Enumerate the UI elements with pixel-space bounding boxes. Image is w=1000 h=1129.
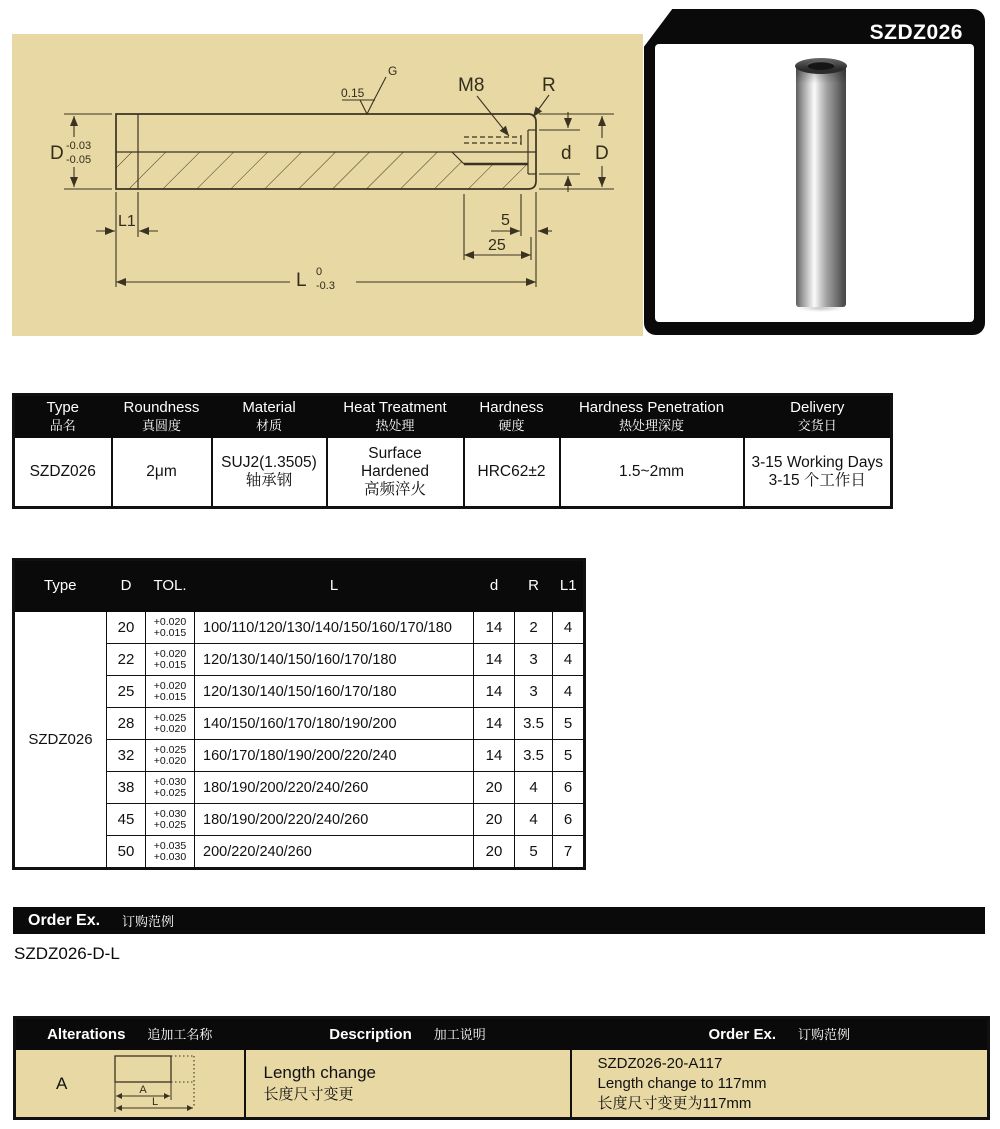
pin-body — [796, 67, 846, 307]
order-bar-title-cn: 订购范例 — [122, 914, 175, 929]
label-l1: L1 — [118, 213, 136, 230]
description-header: Description 加工说明 — [245, 1018, 571, 1050]
spec-material: SUJ2(1.3505) 轴承钢 — [212, 437, 327, 508]
label-surface-grade: G — [388, 64, 398, 78]
dim-row: SZDZ026 20 +0.020 +0.015 100/110/120/130/140/150/160/170/180 14 2 4 — [14, 611, 585, 644]
spec-header-hardness: Hardness 硬度 — [464, 395, 560, 438]
dim-header-d: D — [107, 560, 146, 612]
pin-top-hole — [807, 61, 835, 70]
length-change-diagram — [114, 1054, 198, 1114]
dimensions-table — [12, 558, 586, 870]
spec-header-type: Type 品名 — [14, 395, 112, 438]
spec-header-delivery: Delivery 交货日 — [744, 395, 892, 438]
product-photo — [655, 44, 974, 322]
alteration-order-cell: SZDZ026-20-A117 Length change to 117mm 长度尺寸变更为117mm — [571, 1049, 989, 1119]
diagram-label-l: L — [151, 1095, 159, 1108]
spec-header-row — [14, 395, 892, 438]
spec-heat: Surface Hardened 高频淬火 — [327, 437, 464, 508]
dim-header-dsmall: d — [474, 560, 515, 612]
label-r: R — [542, 75, 556, 96]
dim-row: 38 +0.030 +0.025 180/190/200/220/240/260 20 4 6 — [14, 772, 585, 804]
dim-header-l1: L1 — [553, 560, 585, 612]
dim-header-tol: TOL. — [146, 560, 195, 612]
spec-table — [12, 393, 893, 509]
dim-header-r: R — [515, 560, 553, 612]
spec-penetration: 1.5~2mm — [560, 437, 744, 508]
order-ex-header: Order Ex. 订购范例 — [571, 1018, 989, 1050]
spec-header-material: Material 材质 — [212, 395, 327, 438]
dim-row: 45 +0.030 +0.025 180/190/200/220/240/260 20 4 6 — [14, 804, 585, 836]
label-l: L — [296, 270, 307, 291]
spec-header-heat: Heat Treatment 热处理 — [327, 395, 464, 438]
alteration-code-cell — [15, 1049, 245, 1119]
alterations-header-row — [15, 1018, 989, 1050]
technical-drawing-panel — [12, 34, 643, 336]
label-25: 25 — [488, 237, 506, 254]
spec-hardness: HRC62±2 — [464, 437, 560, 508]
technical-drawing — [12, 34, 643, 336]
spec-header-penetration: Hardness Penetration 热处理深度 — [560, 395, 744, 438]
label-d-left: D — [50, 143, 64, 164]
label-d-right: D — [595, 143, 609, 164]
dim-header-type: Type — [14, 560, 107, 612]
dim-row: 50 +0.035 +0.030 200/220/240/260 20 5 7 — [14, 836, 585, 869]
label-l-tol-bottom: -0.3 — [316, 280, 335, 292]
label-d-tol-bottom: -0.05 — [66, 154, 92, 166]
label-m8: M8 — [458, 75, 485, 96]
alteration-code: A — [56, 1073, 68, 1093]
spec-delivery: 3-15 Working Days 3-15 个工作日 — [744, 437, 892, 508]
product-photo-card — [644, 9, 985, 335]
order-example-code: SZDZ026-D-L — [14, 944, 120, 963]
spec-header-roundness: Roundness 真圆度 — [112, 395, 212, 438]
dim-row: 32 +0.025 +0.020 160/170/180/190/200/220/240 14 3.5 5 — [14, 740, 585, 772]
label-surface-value: 0.15 — [341, 86, 365, 100]
alterations-table — [13, 1016, 990, 1120]
label-d-small: d — [561, 143, 572, 164]
section-hatch — [116, 152, 536, 189]
dim-row: 28 +0.025 +0.020 140/150/160/170/180/190/200 14 3.5 5 — [14, 708, 585, 740]
pin-photo — [795, 58, 847, 310]
spec-type: SZDZ026 — [14, 437, 112, 508]
product-code-title: SZDZ026 — [869, 21, 963, 44]
card-corner-bevel — [643, 8, 673, 48]
diagram-label-a: A — [139, 1083, 147, 1096]
dim-header-row — [14, 560, 585, 612]
alteration-row-a — [15, 1049, 989, 1119]
dim-row: 22 +0.020 +0.015 120/130/140/150/160/170/180 14 3 4 — [14, 644, 585, 676]
alteration-description-cell: Length change 长度尺寸变更 — [245, 1049, 571, 1119]
order-example-bar — [13, 907, 985, 934]
dim-row: 25 +0.020 +0.015 120/130/140/150/160/170/180 14 3 4 — [14, 676, 585, 708]
spec-roundness: 2μm — [112, 437, 212, 508]
dim-header-l: L — [195, 560, 474, 612]
label-l-tol-top: 0 — [316, 266, 323, 278]
label-5: 5 — [501, 212, 510, 229]
label-d-tol-top: -0.03 — [66, 140, 92, 152]
spec-data-row — [14, 437, 892, 508]
dim-type-label: SZDZ026 — [14, 611, 107, 869]
order-bar-title-en: Order Ex. — [28, 911, 101, 929]
alterations-header: Alterations 追加工名称 — [15, 1018, 245, 1050]
